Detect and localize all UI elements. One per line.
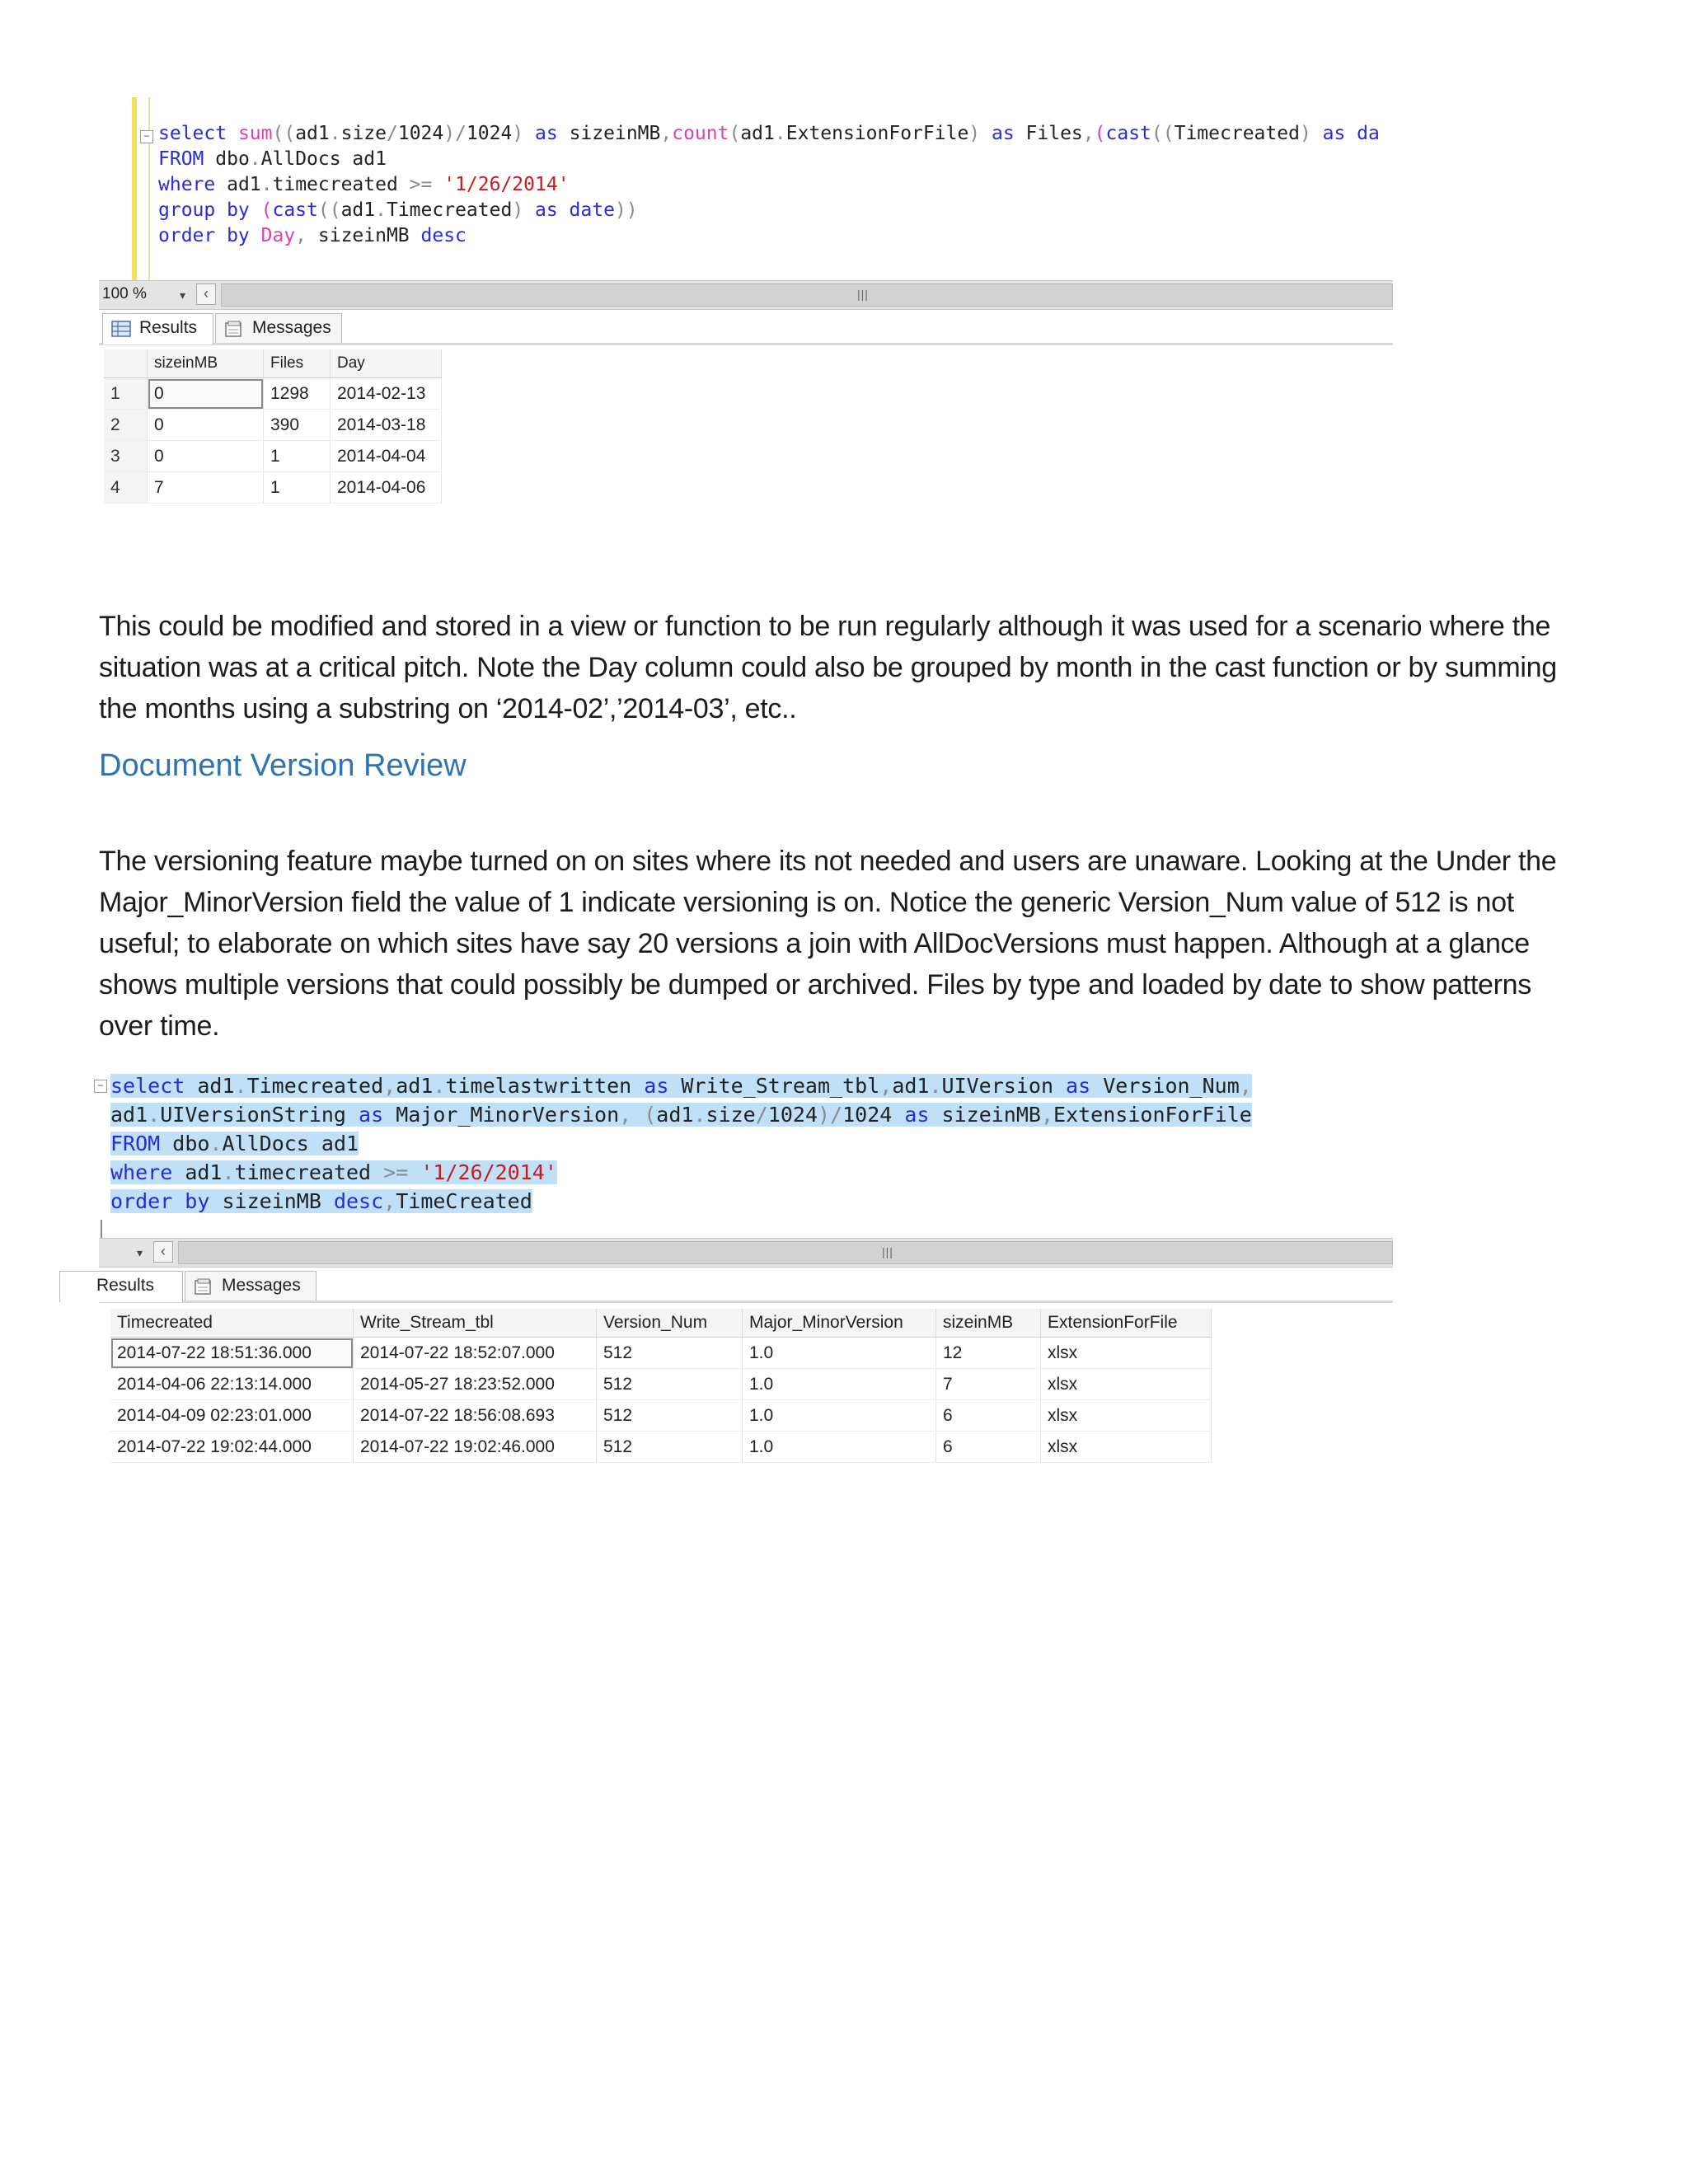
code-token: 1024 bbox=[767, 1103, 818, 1127]
cell-files[interactable]: 390 bbox=[264, 410, 331, 441]
sql-editor-2[interactable] bbox=[99, 1071, 1393, 1233]
query-screenshot-1 bbox=[99, 97, 1393, 526]
code-token: ( bbox=[729, 123, 741, 144]
code-line[interactable] bbox=[158, 120, 1380, 147]
code-token: Write_Stream_tbl bbox=[681, 1074, 880, 1098]
row-number[interactable]: 2 bbox=[104, 410, 148, 441]
code-token: Timecreated bbox=[1174, 123, 1300, 144]
code-token: ad1 bbox=[340, 199, 376, 221]
code-token: ExtensionForFile bbox=[785, 123, 969, 144]
code-token: ad1 bbox=[295, 123, 330, 144]
cell-timecreated[interactable]: 2014-07-22 18:51:36.000 bbox=[110, 1338, 354, 1369]
cell-sizeinmb[interactable]: 7 bbox=[148, 472, 264, 504]
cell-timecreated[interactable]: 2014-04-09 02:23:01.000 bbox=[110, 1400, 354, 1432]
column-header[interactable]: Write_Stream_tbl bbox=[354, 1309, 597, 1338]
cell-major-minor[interactable]: 1.0 bbox=[743, 1369, 936, 1400]
cell-write-stream[interactable]: 2014-07-22 18:52:07.000 bbox=[354, 1338, 597, 1369]
code-token: . bbox=[329, 123, 341, 144]
code-line[interactable] bbox=[158, 197, 638, 223]
code-token: Major_MinorVersion bbox=[396, 1103, 620, 1127]
code-token: )) bbox=[614, 199, 638, 221]
cell-extension[interactable]: xlsx bbox=[1041, 1338, 1212, 1369]
code-token: (( bbox=[317, 199, 341, 221]
cell-day[interactable]: 2014-04-04 bbox=[331, 441, 442, 472]
code-token: FROM bbox=[158, 148, 216, 170]
collapse-toggle-icon[interactable]: − bbox=[140, 130, 153, 143]
code-token: , bbox=[295, 225, 318, 246]
horizontal-scrollbar[interactable] bbox=[178, 1241, 1393, 1264]
results-grid-1 bbox=[104, 349, 442, 504]
code-token: Timecreated bbox=[246, 1074, 384, 1098]
row-number[interactable]: 3 bbox=[104, 441, 148, 472]
tab-messages-label: Messages bbox=[252, 318, 331, 337]
table-row[interactable] bbox=[110, 1369, 1212, 1400]
grid-icon bbox=[111, 321, 131, 337]
code-token: size bbox=[340, 123, 387, 144]
scroll-left-icon[interactable]: ‹ bbox=[196, 284, 216, 305]
code-token: as da bbox=[1322, 123, 1380, 144]
column-header[interactable]: Day bbox=[331, 349, 442, 378]
code-token: . bbox=[234, 1074, 247, 1098]
cell-extension[interactable]: xlsx bbox=[1041, 1400, 1212, 1432]
code-token: AllDocs ad1 bbox=[222, 1132, 359, 1155]
code-token: dbo bbox=[215, 148, 250, 170]
code-token: '1/26/2014' bbox=[443, 174, 570, 195]
code-token: )/ bbox=[818, 1103, 843, 1127]
text-cursor bbox=[101, 1220, 102, 1240]
editor-status-strip bbox=[99, 1238, 1393, 1268]
cell-timecreated[interactable]: 2014-04-06 22:13:14.000 bbox=[110, 1369, 354, 1400]
code-token: . bbox=[260, 174, 273, 195]
code-token: as bbox=[535, 123, 570, 144]
code-token: ( bbox=[1094, 123, 1106, 144]
column-header[interactable]: Files bbox=[264, 349, 331, 378]
code-token: >= bbox=[383, 1160, 421, 1184]
code-token: , bbox=[1040, 1103, 1054, 1127]
scroll-grip-icon: ||| bbox=[857, 288, 869, 301]
clipped-row-fade bbox=[99, 509, 445, 526]
cell-files[interactable]: 1 bbox=[264, 441, 331, 472]
code-token: ) bbox=[512, 199, 536, 221]
cell-version-num[interactable]: 512 bbox=[597, 1369, 743, 1400]
code-line[interactable] bbox=[158, 171, 570, 198]
cell-sizeinmb[interactable]: 6 bbox=[936, 1400, 1041, 1432]
code-token: , bbox=[1239, 1074, 1252, 1098]
table-row[interactable] bbox=[110, 1432, 1212, 1463]
column-header[interactable]: Version_Num bbox=[597, 1309, 743, 1338]
zoom-level[interactable]: 100 % bbox=[102, 285, 147, 302]
code-token: TimeCreated bbox=[396, 1189, 532, 1213]
code-token: 1024 bbox=[842, 1103, 905, 1127]
tab-results-label: Results bbox=[96, 1276, 155, 1295]
code-token: UIVersionString bbox=[160, 1103, 359, 1127]
code-token: cast bbox=[272, 199, 318, 221]
code-token: cast bbox=[1105, 123, 1151, 144]
cell-major-minor[interactable]: 1.0 bbox=[743, 1338, 936, 1369]
code-token: (( bbox=[1151, 123, 1175, 144]
paragraph-2: The versioning feature maybe turned on on sites where its not needed and users are unaware. Looking at the Under the Major_MinorVersion field the value of 1 indicate versioning is on. Notice the generic Version_Num value of 512 is not useful; to elaborate on which sites have say 20 versions a join with AllDocVersions must happen. Although at a glance shows multiple versions that could possibly be dumped or archived. Files by type and loaded by date to show patterns over time. bbox=[99, 846, 1557, 1042]
cell-extension[interactable]: xlsx bbox=[1041, 1432, 1212, 1463]
code-token: count bbox=[672, 123, 729, 144]
messages-icon bbox=[224, 321, 244, 337]
code-token: ExtensionForFile bbox=[1053, 1103, 1252, 1127]
results-tabs-2 bbox=[96, 1268, 1393, 1303]
code-token: / bbox=[755, 1103, 768, 1127]
zoom-level-clipped[interactable] bbox=[99, 1243, 103, 1261]
cell-timecreated[interactable]: 2014-07-22 19:02:44.000 bbox=[110, 1432, 354, 1463]
code-token: )/ bbox=[443, 123, 467, 144]
code-token: sizeinMB bbox=[222, 1189, 334, 1213]
code-token: ad1 bbox=[197, 1074, 235, 1098]
code-token: '1/26/2014' bbox=[420, 1160, 557, 1184]
clipped-row-fade bbox=[99, 1492, 1335, 1516]
table-row[interactable] bbox=[110, 1400, 1212, 1432]
tab-results[interactable] bbox=[59, 1271, 183, 1302]
code-token: ad1 bbox=[185, 1160, 223, 1184]
column-header[interactable]: Timecreated bbox=[110, 1309, 354, 1338]
code-token: . bbox=[433, 1074, 446, 1098]
results-tabs-1 bbox=[99, 310, 1393, 345]
grid-corner[interactable] bbox=[104, 349, 148, 378]
code-token: size bbox=[706, 1103, 756, 1127]
column-header[interactable]: ExtensionForFile bbox=[1041, 1309, 1212, 1338]
code-token: ) bbox=[1299, 123, 1323, 144]
scroll-grip-icon: ||| bbox=[882, 1245, 893, 1258]
table-row[interactable] bbox=[104, 472, 442, 504]
tab-messages-label: Messages bbox=[222, 1276, 301, 1295]
code-token: as date bbox=[535, 199, 615, 221]
code-token: sum bbox=[237, 123, 273, 144]
code-token: order by bbox=[110, 1189, 223, 1213]
tab-messages[interactable] bbox=[185, 1271, 316, 1301]
column-header[interactable]: sizeinMB bbox=[148, 349, 264, 378]
code-token: timecreated bbox=[272, 174, 410, 195]
code-token: dbo bbox=[172, 1132, 210, 1155]
code-token: ) bbox=[968, 123, 992, 144]
tab-results-label: Results bbox=[139, 318, 198, 337]
code-token: desc bbox=[333, 1189, 384, 1213]
code-line[interactable] bbox=[110, 1187, 532, 1216]
code-token: select bbox=[110, 1074, 198, 1098]
cell-sizeinmb[interactable]: 6 bbox=[936, 1432, 1041, 1463]
column-header[interactable]: Major_MinorVersion bbox=[743, 1309, 936, 1338]
cell-sizeinmb[interactable]: 7 bbox=[936, 1369, 1041, 1400]
code-token: , bbox=[383, 1189, 396, 1213]
code-token: ad1 bbox=[227, 174, 261, 195]
tab-messages[interactable] bbox=[215, 313, 342, 343]
code-token: as bbox=[644, 1074, 682, 1098]
code-token: , ( bbox=[619, 1103, 657, 1127]
code-token: . bbox=[209, 1132, 223, 1155]
paragraph-1: This could be modified and stored in a view or function to be run regularly although it was used for a scenario where the situation was at a critical pitch. Note the Day column could also be grouped by month in the cast function or by summing the months using a substring on ‘2014-02’,’2014-03’, etc.. bbox=[99, 611, 1557, 724]
code-token: timelastwritten bbox=[445, 1074, 645, 1098]
code-token: sizeinMB bbox=[317, 225, 421, 246]
cell-day[interactable]: 2014-03-18 bbox=[331, 410, 442, 441]
code-token: as bbox=[1066, 1074, 1104, 1098]
code-token: as bbox=[992, 123, 1026, 144]
code-token: as bbox=[359, 1103, 396, 1127]
cell-version-num[interactable]: 512 bbox=[597, 1338, 743, 1369]
code-token: desc bbox=[420, 225, 467, 246]
code-token: / bbox=[386, 123, 398, 144]
code-token: Day bbox=[260, 225, 296, 246]
horizontal-scrollbar[interactable] bbox=[221, 284, 1393, 307]
table-row[interactable] bbox=[104, 441, 442, 472]
code-token: ad1 bbox=[656, 1103, 694, 1127]
zoom-dropdown-icon[interactable]: ▾ bbox=[180, 288, 186, 302]
code-token: , bbox=[383, 1074, 396, 1098]
code-token: where bbox=[158, 174, 227, 195]
table-row[interactable] bbox=[104, 410, 442, 441]
code-line[interactable] bbox=[110, 1100, 1252, 1129]
code-token: timecreated bbox=[234, 1160, 384, 1184]
results-grid-2 bbox=[110, 1309, 1212, 1463]
code-token: sizeinMB bbox=[941, 1103, 1041, 1127]
code-token: , bbox=[879, 1074, 893, 1098]
code-line[interactable] bbox=[110, 1071, 1252, 1100]
code-token: where bbox=[110, 1160, 185, 1184]
code-token: . bbox=[774, 123, 786, 144]
cell-sizeinmb[interactable]: 0 bbox=[148, 378, 264, 410]
code-token: ) bbox=[512, 123, 536, 144]
code-token: as bbox=[904, 1103, 942, 1127]
code-line[interactable] bbox=[158, 223, 467, 249]
cell-major-minor[interactable]: 1.0 bbox=[743, 1400, 936, 1432]
cell-version-num[interactable]: 512 bbox=[597, 1432, 743, 1463]
code-token: ad1 bbox=[740, 123, 775, 144]
code-token: AllDocs ad1 bbox=[260, 148, 387, 170]
zoom-dropdown-icon[interactable]: ▾ bbox=[137, 1246, 143, 1259]
sql-editor-1[interactable] bbox=[99, 97, 1393, 285]
section-heading: Document Version Review bbox=[99, 748, 467, 783]
cell-files[interactable]: 1298 bbox=[264, 378, 331, 410]
code-token: (( bbox=[272, 123, 296, 144]
code-token: ad1 bbox=[110, 1103, 148, 1127]
cell-version-num[interactable]: 512 bbox=[597, 1400, 743, 1432]
row-number[interactable]: 1 bbox=[104, 378, 148, 410]
cell-day[interactable]: 2014-02-13 bbox=[331, 378, 442, 410]
code-token: order by bbox=[158, 225, 261, 246]
messages-icon bbox=[194, 1278, 213, 1295]
cell-major-minor[interactable]: 1.0 bbox=[743, 1432, 936, 1463]
code-line[interactable] bbox=[158, 146, 387, 172]
code-token: sizeinMB bbox=[569, 123, 661, 144]
code-token: group by bbox=[158, 199, 261, 221]
editor-margin-line bbox=[148, 97, 150, 280]
cell-sizeinmb[interactable]: 12 bbox=[936, 1338, 1041, 1369]
collapse-toggle-icon[interactable]: − bbox=[94, 1080, 107, 1093]
code-token: . bbox=[249, 148, 261, 170]
code-line[interactable] bbox=[110, 1129, 359, 1158]
cell-write-stream[interactable]: 2014-07-22 19:02:46.000 bbox=[354, 1432, 597, 1463]
row-number[interactable]: 4 bbox=[104, 472, 148, 504]
code-token: . bbox=[375, 199, 387, 221]
code-token: 1024 bbox=[466, 123, 513, 144]
code-token: , bbox=[660, 123, 673, 144]
code-token: FROM bbox=[110, 1132, 173, 1155]
code-token: , bbox=[1082, 123, 1095, 144]
editor-status-strip bbox=[99, 280, 1393, 310]
code-token: . bbox=[148, 1103, 161, 1127]
code-token: Timecreated bbox=[386, 199, 513, 221]
code-token: Version_Num bbox=[1103, 1074, 1240, 1098]
cell-files[interactable]: 1 bbox=[264, 472, 331, 504]
code-token: . bbox=[929, 1074, 942, 1098]
table-row[interactable] bbox=[110, 1338, 1212, 1369]
code-token: ad1 bbox=[892, 1074, 930, 1098]
column-header[interactable]: sizeinMB bbox=[936, 1309, 1041, 1338]
tab-results[interactable] bbox=[102, 313, 213, 344]
cell-write-stream[interactable]: 2014-05-27 18:23:52.000 bbox=[354, 1369, 597, 1400]
code-token: >= bbox=[409, 174, 444, 195]
code-token: . bbox=[222, 1160, 235, 1184]
code-token: Files bbox=[1025, 123, 1083, 144]
cell-write-stream[interactable]: 2014-07-22 18:56:08.693 bbox=[354, 1400, 597, 1432]
cell-day[interactable]: 2014-04-06 bbox=[331, 472, 442, 504]
scroll-left-icon[interactable]: ‹ bbox=[153, 1241, 173, 1263]
code-line[interactable] bbox=[110, 1158, 557, 1187]
code-token: ( bbox=[260, 199, 273, 221]
cell-extension[interactable]: xlsx bbox=[1041, 1369, 1212, 1400]
table-row[interactable] bbox=[104, 378, 442, 410]
code-token: ad1 bbox=[396, 1074, 434, 1098]
cell-sizeinmb[interactable]: 0 bbox=[148, 410, 264, 441]
cell-sizeinmb[interactable]: 0 bbox=[148, 441, 264, 472]
code-token: select bbox=[158, 123, 238, 144]
code-token: 1024 bbox=[397, 123, 444, 144]
code-token: . bbox=[693, 1103, 706, 1127]
editor-margin bbox=[132, 97, 137, 280]
query-screenshot-2 bbox=[96, 1071, 1393, 1516]
code-token: UIVersion bbox=[941, 1074, 1067, 1098]
